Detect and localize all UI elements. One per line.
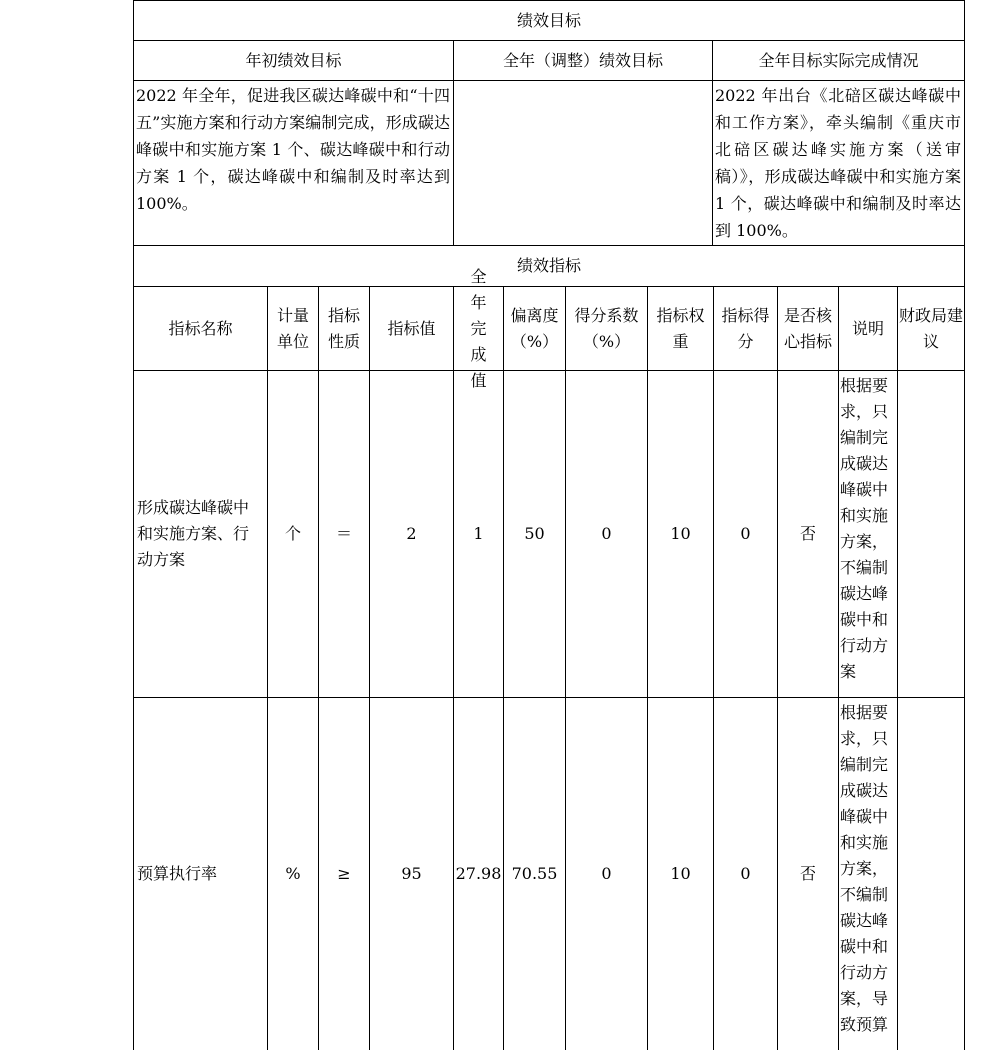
col-header-advice: 财政局建议 [899,305,964,351]
col-header-weight: 指标权重 [656,305,705,351]
actual-completion-text: 2022 年出台《北碚区碳达峰碳中和工作方案》，牵头编制《重庆市北碚区碳达峰实施方案（送审稿）》，形成碳达峰碳中和实施方案 1 个，碳达峰碳中和编制及时率达到 100%。 [715,86,961,240]
initial-goal-text: 2022 年全年，促进我区碳达峰碳中和“十四五”实施方案和行动方案编制完成，形成碳达峰碳中和实施方案 1 个、碳达峰碳中和行动方案 1 个，碳达峰碳中和编制及时率达到 100%。 [136,86,450,213]
col-header-nature: 指标性质 [328,305,361,351]
row1-nature: ＝ [335,524,352,543]
row2-note: 根据要求，只编制完成碳达峰碳中和实施方案，不编制碳达峰碳中和行动方案，导致预算 [840,703,889,1034]
col-divider [838,286,839,1050]
col-header-coefficient: 得分系数（%） [574,305,639,351]
col-header-name: 指标名称 [168,318,233,338]
row1-unit: 个 [284,524,301,543]
col-header-note: 说明 [851,318,884,338]
row1-deviation: 50 [524,524,545,543]
row2-name: 预算执行率 [137,864,218,883]
row2-completed: 27.98 [455,864,502,883]
row1-score: 0 [740,524,751,543]
row2-weight: 10 [670,864,691,883]
col-header-unit: 计量单位 [277,305,310,351]
header-adjusted-goal: 全年（调整）绩效目标 [502,50,663,70]
row1-completed: 1 [473,524,484,543]
row2-unit: % [285,864,301,883]
header-actual-completion: 全年目标实际完成情况 [758,50,919,70]
col-header-target: 指标值 [387,318,436,338]
row2-target: 95 [401,864,422,883]
row1-coefficient: 0 [601,524,612,543]
row2-core: 否 [799,864,816,883]
indicators-section-title: 绩效指标 [516,256,581,275]
row2-deviation: 70.55 [511,864,558,883]
row1-core: 否 [799,524,816,543]
row1-target: 2 [406,524,417,543]
col-header-deviation: 偏离度（%） [510,305,559,351]
row1-note: 根据要求，只编制完成碳达峰碳中和实施方案，不编制碳达峰碳中和行动方案 [840,376,889,681]
col-header-score: 指标得分 [721,305,770,351]
goals-section-title: 绩效目标 [516,10,581,30]
row1-advice [898,371,964,697]
row2-coefficient: 0 [601,864,612,883]
col-header-core: 是否核心指标 [783,305,832,351]
rule-goal-header [133,80,965,81]
header-initial-goal: 年初绩效目标 [245,50,342,70]
border-right [964,0,965,1050]
row1-name: 形成碳达峰碳中和实施方案、行动方案 [137,498,250,569]
row2-advice [898,698,964,1050]
col-header-completed: 全年完成值 [470,266,487,390]
row2-score: 0 [740,864,751,883]
row2-nature: ≥ [337,864,351,883]
row1-weight: 10 [670,524,691,543]
